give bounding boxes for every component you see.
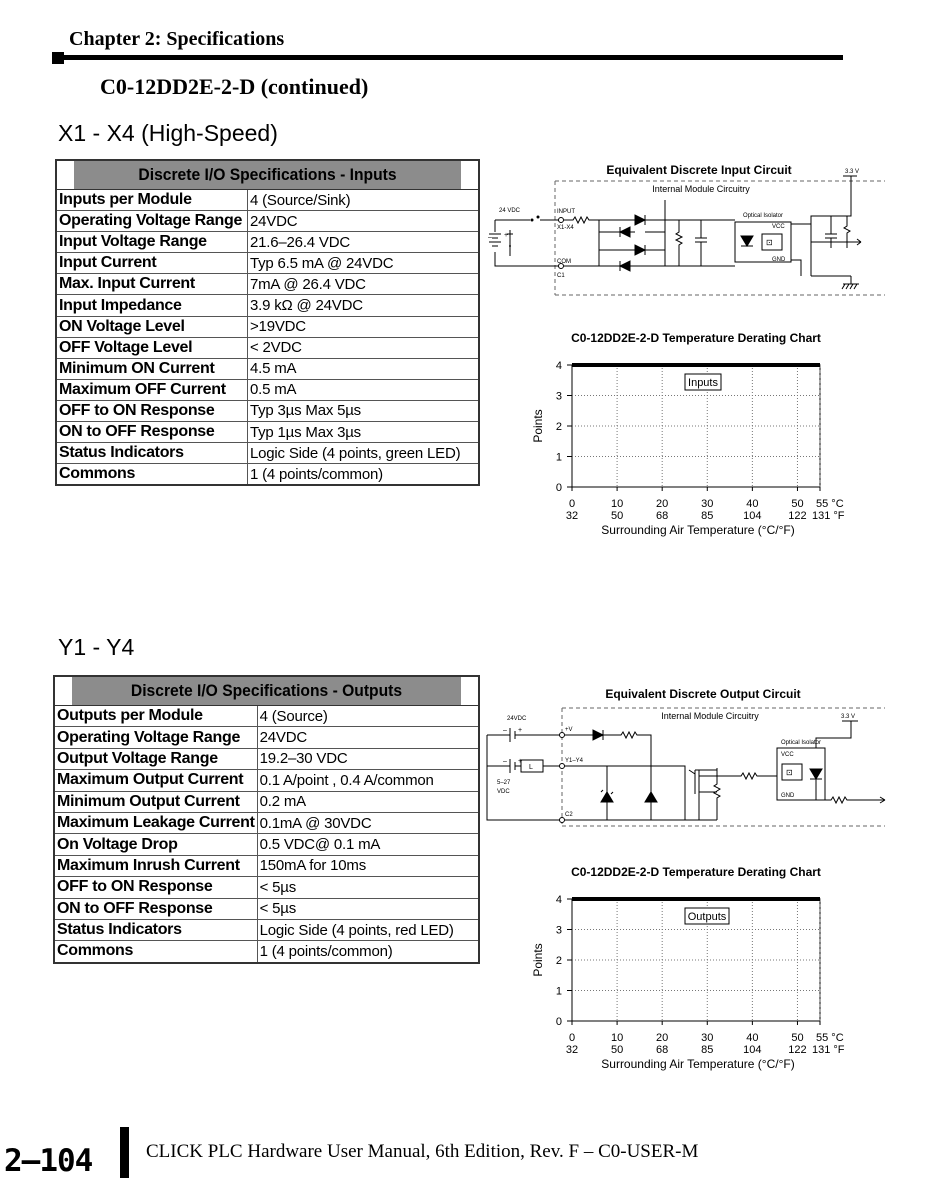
spec-value: 0.2 mA (257, 791, 479, 812)
x-tick-label-c: 55 °C (816, 498, 844, 510)
output-supply-label: 24VDC (507, 716, 527, 722)
model-title: C0-12DD2E-2-D (continued) (100, 74, 369, 99)
outputs-table-title: Discrete I/O Specifications - Outputs (71, 676, 462, 706)
spec-label: Status Indicators (54, 919, 257, 940)
spec-value: 1 (4 points/common) (257, 941, 479, 963)
x-tick-label-c: 30 (701, 1032, 714, 1044)
spec-label: Input Voltage Range (56, 232, 248, 253)
output-circuit-diagram (485, 684, 890, 834)
y-tick-label: 1 (555, 451, 562, 464)
spec-value: 150mA for 10ms (257, 855, 479, 876)
spec-label: Status Indicators (56, 443, 248, 464)
x-tick-label-f: 50 (610, 1044, 624, 1056)
common-terminal-id: C1 (557, 273, 565, 279)
spec-label: Inputs per Module (56, 190, 248, 211)
input-gnd-label: GND (772, 257, 786, 263)
x-tick-label-c: 50 (791, 1032, 804, 1044)
x-tick-label-f: 131 °F (812, 1044, 845, 1056)
output-load-label: L (529, 764, 533, 771)
y-tick-label: 0 (555, 482, 562, 494)
spec-row (56, 232, 479, 253)
svg-text:⊡: ⊡ (786, 768, 793, 777)
spec-label: On Voltage Drop (54, 834, 257, 855)
output-vcc-label: VCC (781, 752, 794, 758)
input-logic-voltage: 3.3 V (845, 169, 860, 175)
com-terminal-label: COM (557, 259, 571, 265)
spec-label: Maximum Inrush Current (54, 855, 257, 876)
spec-row (56, 253, 479, 274)
x-tick-label-f: 85 (701, 1044, 714, 1056)
spec-row (54, 877, 479, 898)
x-tick-label-c: 20 (656, 498, 669, 510)
output-circuit-title: Equivalent Discrete Output Circuit (605, 687, 801, 701)
spec-value: 4.5 mA (248, 358, 480, 379)
page-number: 2–104 (4, 1143, 93, 1179)
outputs-section-title: Y1 - Y4 (58, 634, 135, 660)
spec-row (56, 316, 479, 337)
legend-label: Inputs (688, 377, 718, 389)
outputs-spec-table (53, 675, 480, 964)
x-tick-label-f: 104 (743, 1044, 762, 1056)
spec-value: 19.2–30 VDC (257, 748, 479, 769)
x-tick-label-c: 10 (610, 498, 624, 510)
spec-row (56, 211, 479, 232)
spec-row (56, 295, 479, 316)
y-tick-label: 3 (555, 390, 562, 403)
y-axis-label: Points (531, 409, 545, 443)
spec-value: 4 (Source) (257, 706, 479, 727)
input-circuit-diagram (485, 160, 885, 310)
x-tick-label-f: 85 (701, 510, 714, 522)
spec-value: 0.5 mA (248, 379, 480, 400)
spec-value: 1 (4 points/common) (248, 464, 480, 486)
spec-row (56, 464, 479, 486)
spec-value: 0.1 A/point , 0.4 A/common (257, 770, 479, 791)
input-vcc-label: VCC (772, 224, 785, 230)
spec-label: Maximum Output Current (54, 770, 257, 791)
svg-text:–: – (503, 727, 507, 734)
output-logic-voltage: 3.3 V (841, 714, 856, 720)
spec-value: Typ 1µs Max 3µs (248, 422, 480, 443)
chart-title: C0-12DD2E-2-D Temperature Derating Chart (571, 331, 821, 345)
x-tick-label-c: 40 (746, 498, 759, 510)
y-tick-label: 1 (555, 985, 562, 998)
spec-label: Commons (54, 941, 257, 963)
spec-label: ON to OFF Response (54, 898, 257, 919)
spec-value: < 5µs (257, 898, 479, 919)
inputs-spec-table (55, 159, 480, 486)
spec-label: Minimum Output Current (54, 791, 257, 812)
spec-label: Maximum OFF Current (56, 379, 248, 400)
spec-value: 4 (Source/Sink) (248, 190, 480, 211)
spec-label: Maximum Leakage Current (54, 812, 257, 833)
outputs-derating-chart (520, 859, 860, 1084)
x-tick-label-c: 10 (610, 1032, 624, 1044)
input-supply-label: 24 VDC (499, 208, 521, 214)
output-gnd-label: GND (781, 793, 795, 799)
spec-value: 21.6–26.4 VDC (248, 232, 480, 253)
spec-label: Operating Voltage Range (56, 211, 248, 232)
chart-title: C0-12DD2E-2-D Temperature Derating Chart (571, 865, 821, 879)
spec-value: < 2VDC (248, 337, 480, 358)
y-axis-label: Points (531, 943, 545, 977)
input-terminal-label: INPUT (557, 209, 575, 215)
x-axis-label: Surrounding Air Temperature (°C/°F) (601, 1057, 795, 1071)
spec-value: Logic Side (4 points, green LED) (248, 443, 480, 464)
svg-text:⊡: ⊡ (766, 238, 773, 247)
input-isolator-label: Optical Isolator (743, 213, 784, 219)
footer-bar (120, 1127, 129, 1178)
spec-row (54, 770, 479, 791)
x-tick-label-f: 32 (565, 510, 579, 522)
spec-label: ON Voltage Level (56, 316, 248, 337)
spec-value: Logic Side (4 points, red LED) (257, 919, 479, 940)
spec-row (54, 919, 479, 940)
legend-label: Outputs (687, 911, 727, 923)
y-tick-label: 2 (555, 955, 562, 967)
spec-value: 0.1mA @ 30VDC (257, 812, 479, 833)
spec-row (54, 941, 479, 963)
y-tick-label: 4 (555, 894, 562, 906)
inputs-table-title: Discrete I/O Specifications - Inputs (73, 160, 462, 190)
spec-value: 24VDC (257, 727, 479, 748)
output-load-supply-unit: VDC (497, 789, 510, 795)
footer-text: CLICK PLC Hardware User Manual, 6th Edition, Rev. F – C0-USER-M (146, 1141, 699, 1162)
x-tick-label-f: 68 (656, 1044, 669, 1056)
spec-row (54, 855, 479, 876)
input-internal-label: Internal Module Circuitry (652, 184, 750, 194)
spec-value: Typ 3µs Max 5µs (248, 400, 480, 421)
input-terminal-id: X1-X4 (557, 225, 574, 231)
x-axis-label: Surrounding Air Temperature (°C/°F) (601, 523, 795, 537)
spec-label: Operating Voltage Range (54, 727, 257, 748)
input-circuit-title: Equivalent Discrete Input Circuit (606, 163, 792, 177)
spec-row (54, 898, 479, 919)
spec-label: Max. Input Current (56, 274, 248, 295)
spec-row (54, 791, 479, 812)
output-common-id: C2 (565, 812, 573, 818)
spec-label: OFF to ON Response (56, 400, 248, 421)
spec-label: Input Current (56, 253, 248, 274)
x-tick-label-f: 50 (610, 510, 624, 522)
x-tick-label-f: 68 (656, 510, 669, 522)
spec-row (56, 443, 479, 464)
spec-value: 7mA @ 26.4 VDC (248, 274, 480, 295)
output-load-supply: 5–27 (497, 780, 511, 786)
spec-value: < 5µs (257, 877, 479, 898)
svg-text:–: – (488, 234, 492, 241)
x-tick-label-c: 20 (656, 1032, 669, 1044)
y-tick-label: 2 (555, 421, 562, 433)
spec-row (54, 812, 479, 833)
spec-value: 0.5 VDC@ 0.1 mA (257, 834, 479, 855)
x-tick-label-f: 122 (788, 1044, 807, 1056)
output-plusv-label: +V (565, 727, 573, 733)
svg-text:+: + (518, 758, 523, 765)
x-tick-label-c: 50 (791, 498, 804, 510)
svg-text:+: + (504, 232, 509, 239)
spec-row (56, 358, 479, 379)
svg-text:+: + (518, 727, 523, 734)
x-tick-label-f: 104 (743, 510, 762, 522)
spec-value: Typ 6.5 mA @ 24VDC (248, 253, 480, 274)
spec-row (56, 337, 479, 358)
x-tick-label-c: 55 °C (816, 1032, 844, 1044)
spec-label: OFF to ON Response (54, 877, 257, 898)
output-isolator-label: Optical Isolator (781, 740, 822, 746)
x-tick-label-f: 131 °F (812, 510, 845, 522)
spec-row (54, 834, 479, 855)
spec-row (54, 706, 479, 727)
spec-label: ON to OFF Response (56, 422, 248, 443)
x-tick-label-c: 0 (568, 498, 576, 510)
spec-row (54, 727, 479, 748)
inputs-section-title: X1 - X4 (High-Speed) (58, 120, 278, 146)
spec-row (56, 190, 479, 211)
y-tick-label: 4 (555, 360, 562, 372)
x-tick-label-f: 122 (788, 510, 807, 522)
x-tick-label-c: 40 (746, 1032, 759, 1044)
output-internal-label: Internal Module Circuitry (661, 711, 759, 721)
spec-row (56, 400, 479, 421)
spec-value: 3.9 kΩ @ 24VDC (248, 295, 480, 316)
chapter-rule (55, 55, 843, 60)
x-tick-label-c: 0 (568, 1032, 576, 1044)
spec-row (56, 422, 479, 443)
spec-label: Input Impedance (56, 295, 248, 316)
spec-label: Commons (56, 464, 248, 486)
spec-label: Outputs per Module (54, 706, 257, 727)
chapter-heading: Chapter 2: Specifications (69, 28, 285, 50)
output-terminal-id: Y1–Y4 (565, 758, 584, 764)
spec-label: Output Voltage Range (54, 748, 257, 769)
svg-text:–: – (503, 758, 507, 765)
spec-value: >19VDC (248, 316, 480, 337)
x-tick-label-c: 30 (701, 498, 714, 510)
spec-row (56, 274, 479, 295)
spec-label: Minimum ON Current (56, 358, 248, 379)
spec-value: 24VDC (248, 211, 480, 232)
spec-row (56, 379, 479, 400)
y-tick-label: 3 (555, 924, 562, 937)
y-tick-label: 0 (555, 1016, 562, 1028)
x-tick-label-f: 32 (565, 1044, 579, 1056)
spec-label: OFF Voltage Level (56, 337, 248, 358)
inputs-derating-chart (520, 325, 860, 550)
spec-row (54, 748, 479, 769)
